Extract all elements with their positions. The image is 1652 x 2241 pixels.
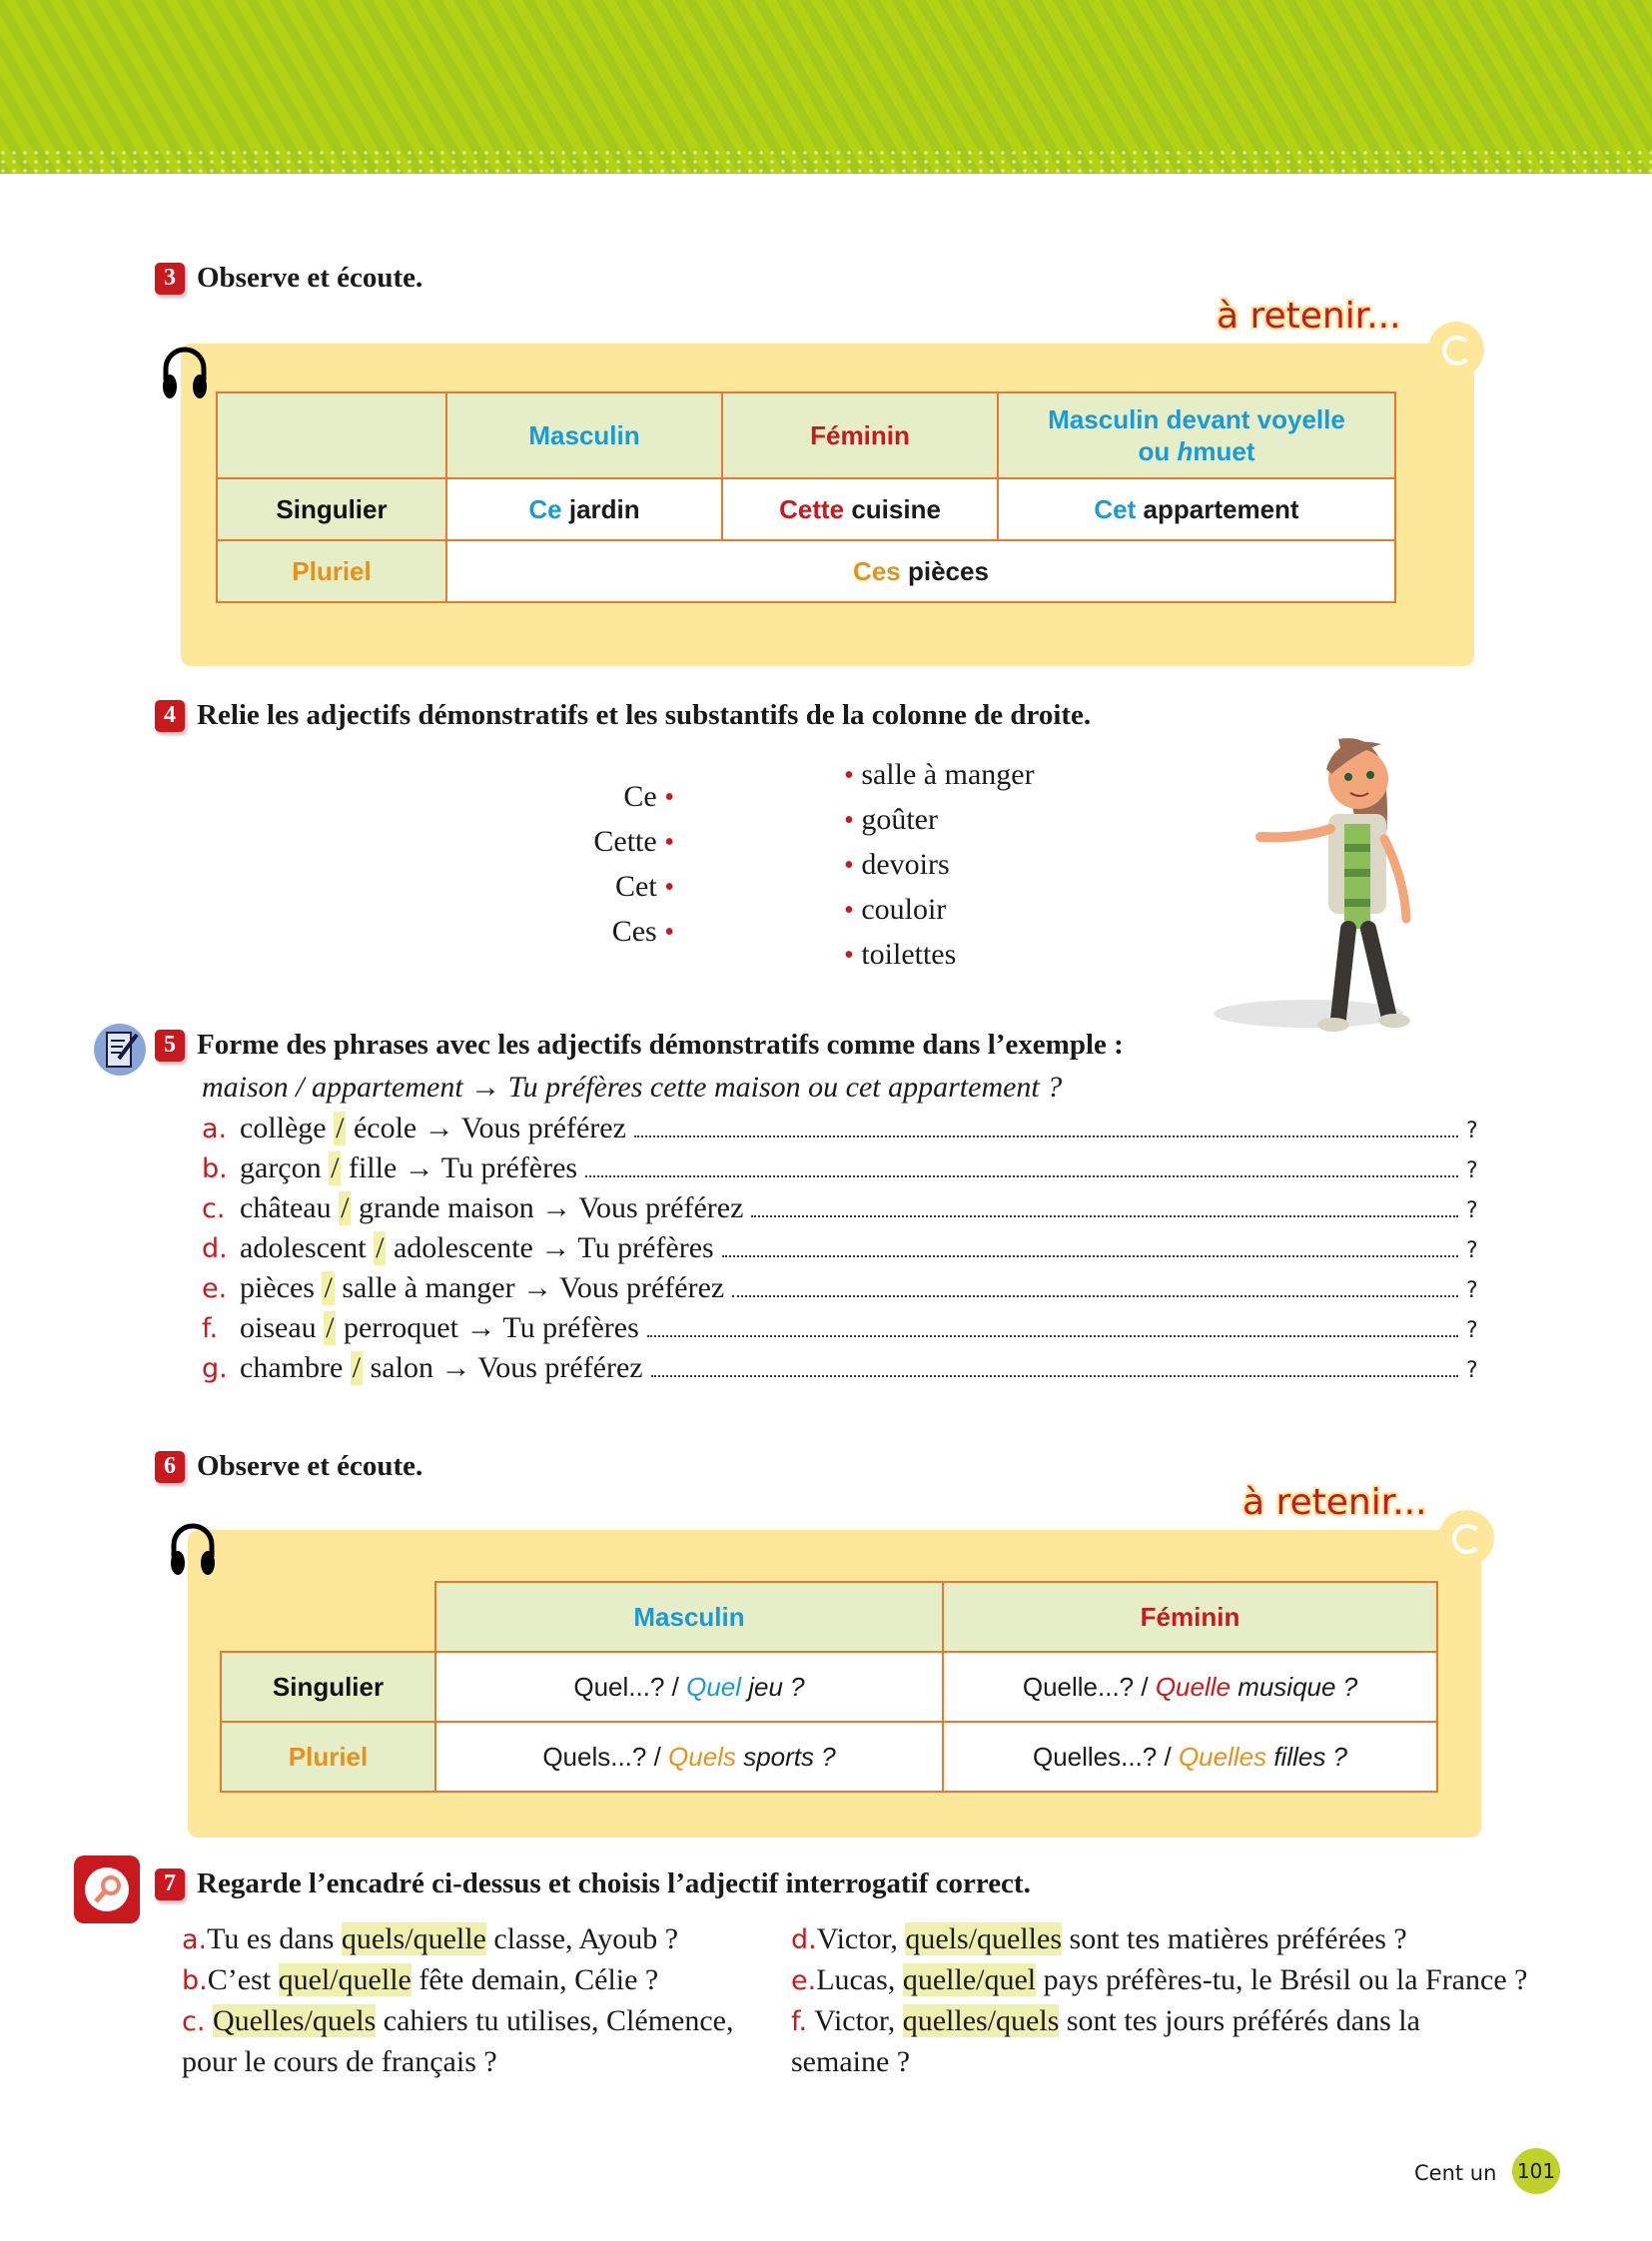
row-label-pluriel: Pluriel: [221, 1722, 435, 1792]
choice[interactable]: Quelles/quels: [212, 2004, 377, 2037]
ex7-item-d: [791, 1919, 1570, 1960]
match-left-item[interactable]: [539, 775, 674, 820]
ex5-item-c: [202, 1191, 1480, 1231]
ex7-item-e: [791, 1960, 1570, 2001]
cont: pour le cours de français ?: [182, 2045, 497, 2078]
question-mark: ?: [1466, 1358, 1478, 1383]
left-word: Cet: [615, 870, 657, 903]
ex5-items: [202, 1084, 1480, 1391]
slash: /: [352, 1351, 362, 1384]
item-letter: g.: [202, 1353, 228, 1384]
ex4-title: Relie les adjectifs démonstratifs et les substantifs de la colonne de droite.: [197, 699, 1092, 731]
ex6-title: Observe et écoute.: [197, 1450, 423, 1482]
headphones-icon: [160, 345, 210, 400]
bullet-dot: •: [844, 895, 854, 926]
word-2: fille: [348, 1151, 398, 1184]
ex4-right-column: [844, 753, 1035, 978]
girl-illustration: [1199, 729, 1438, 1059]
slash: /: [326, 1311, 335, 1344]
answer-blank[interactable]: [651, 1374, 1458, 1377]
item-letter: c.: [182, 2006, 206, 2037]
writing-icon: [93, 1023, 148, 1078]
prompt: → Vous préférez: [423, 1112, 626, 1144]
noun: jardin: [568, 493, 640, 524]
word-1: garçon: [240, 1151, 322, 1184]
pre: [205, 2004, 213, 2037]
pre: Victor,: [807, 2004, 903, 2037]
right-word: goûter: [861, 803, 938, 836]
ex4-heading: [155, 699, 1091, 732]
swirl-icon: [1428, 322, 1484, 377]
col-header-feminin: Féminin: [722, 392, 998, 478]
base: Quel...? /: [573, 1671, 687, 1702]
answer-blank[interactable]: [751, 1214, 1458, 1217]
bullet-dot: •: [664, 917, 674, 948]
prompt: → Tu préfères: [540, 1231, 714, 1264]
ex3-retenir-label: à retenir...: [1217, 296, 1401, 337]
ex3-heading: [155, 262, 422, 295]
banner-edge: [0, 150, 1652, 174]
question-mark: ?: [1466, 1318, 1478, 1343]
choice[interactable]: quelle/quel: [902, 1963, 1037, 1996]
post: pays préfères-tu, le Brésil ou la France ?: [1036, 1963, 1528, 1996]
ex3-badge: 3: [155, 263, 185, 295]
ex5-item-a: [202, 1112, 1480, 1151]
slash: /: [324, 1271, 333, 1304]
match-right-item[interactable]: [844, 888, 1035, 933]
bullet-dot: •: [844, 850, 854, 881]
header-banner: [0, 0, 1652, 174]
match-right-item[interactable]: [844, 753, 1035, 798]
question-mark: ?: [1466, 1119, 1478, 1143]
prompt: → Vous préférez: [440, 1351, 643, 1384]
question-mark: ?: [1466, 1158, 1478, 1183]
prompt: → Tu préfères: [404, 1151, 578, 1184]
answer-blank[interactable]: [634, 1134, 1458, 1137]
ex7-title: Regarde l’encadré ci-dessus et choisis l’adjectif interrogatif correct.: [197, 1868, 1031, 1899]
ex5-title: Forme des phrases avec les adjectifs démonstratifs comme dans l’exemple :: [197, 1029, 1124, 1061]
choice[interactable]: quelles/quels: [902, 2004, 1060, 2037]
base: Quelle...? /: [1022, 1671, 1156, 1702]
adj: Quels: [668, 1741, 736, 1772]
slash: /: [331, 1151, 340, 1184]
match-right-item[interactable]: [844, 933, 1035, 978]
adj: Quelle: [1155, 1671, 1231, 1702]
page-number: 101: [1512, 2148, 1560, 2194]
cell-ces-pieces: [446, 540, 1395, 602]
match-left-item[interactable]: [539, 820, 674, 865]
ex7-item-c: [182, 2001, 781, 2082]
item-letter: e.: [202, 1273, 228, 1304]
match-left-item[interactable]: [539, 865, 674, 910]
bullet-dot: •: [664, 872, 674, 903]
bullet-dot: •: [844, 940, 854, 971]
question-mark: ?: [1466, 1238, 1478, 1263]
cell-quelle: [943, 1652, 1437, 1722]
word-2: école: [353, 1112, 417, 1144]
interrogatives-table: [220, 1581, 1438, 1793]
ex5-item-g: [202, 1351, 1480, 1391]
right-word: couloir: [861, 893, 947, 926]
post: sont tes matières préférées ?: [1062, 1922, 1407, 1955]
ex5-item-d: [202, 1231, 1480, 1271]
prompt: → Tu préfères: [465, 1311, 639, 1344]
answer-blank[interactable]: [647, 1334, 1458, 1337]
bullet-dot: •: [844, 760, 854, 791]
cell-quel: [435, 1652, 943, 1722]
adj: Cet: [1094, 493, 1137, 524]
noun: sports ?: [735, 1741, 836, 1772]
table-corner: [217, 392, 446, 478]
word-1: adolescent: [240, 1231, 367, 1264]
answer-blank[interactable]: [722, 1254, 1458, 1257]
col-header-muet: muet: [1193, 436, 1255, 466]
right-word: toilettes: [861, 938, 957, 971]
ex5-item-e: [202, 1271, 1480, 1311]
pre: Lucas,: [816, 1963, 903, 1996]
cell-quels: [435, 1722, 943, 1792]
right-word: salle à manger: [861, 758, 1035, 791]
ex6-badge: 6: [155, 1451, 185, 1483]
left-word: Cette: [593, 825, 657, 858]
item-letter: e.: [791, 1965, 817, 1996]
bullet-dot: •: [844, 805, 854, 836]
table-row-singulier: [221, 1652, 1437, 1722]
cell-cet-appartement: [998, 478, 1395, 540]
ex5-item-f: [202, 1311, 1480, 1351]
answer-blank[interactable]: [732, 1294, 1458, 1297]
ex5-badge: 5: [155, 1030, 185, 1062]
match-right-item[interactable]: [844, 798, 1035, 843]
ex6-retenir-label: à retenir...: [1242, 1482, 1427, 1523]
swirl-icon: [1438, 1510, 1494, 1566]
item-letter: a.: [202, 1114, 228, 1144]
page-label: Cent un: [1414, 2161, 1497, 2185]
post: classe, Ayoub ?: [485, 1922, 679, 1955]
slash: /: [336, 1112, 345, 1144]
ex7-item-b: [182, 1960, 781, 2001]
word-1: chambre: [240, 1351, 344, 1384]
question-mark: ?: [1466, 1198, 1478, 1223]
col-header-ou: ou: [1138, 436, 1171, 466]
item-letter: f.: [202, 1313, 219, 1344]
word-1: oiseau: [240, 1311, 317, 1344]
col-header-masc-voyelle: [998, 392, 1395, 478]
noun: jeu ?: [741, 1671, 805, 1702]
cell-quelles: [943, 1722, 1437, 1792]
bullet-dot: •: [664, 782, 674, 813]
ex7-left-column: [182, 1919, 781, 2082]
magnifier-icon: [74, 1856, 140, 1923]
prompt: → Vous préférez: [522, 1271, 725, 1304]
adj: Cette: [779, 493, 845, 524]
post: sont tes jours préférés dans la: [1059, 2004, 1420, 2037]
post: fête demain, Célie ?: [411, 1963, 659, 1996]
ex7-right-column: [791, 1919, 1570, 2082]
base: Quels...? /: [542, 1741, 669, 1772]
ex5-example: maison / appartement → Tu préfères cette maison ou cet appartement ?: [202, 1071, 1063, 1104]
word-1: collège: [240, 1112, 327, 1144]
col-header-masculin: Masculin: [446, 392, 722, 478]
ex7-item-f: [791, 2001, 1570, 2082]
col-header-feminin: Féminin: [943, 1582, 1437, 1652]
answer-blank[interactable]: [585, 1174, 1458, 1177]
noun: cuisine: [851, 493, 941, 524]
word-2: salle à manger: [342, 1271, 515, 1304]
word-2: perroquet: [343, 1311, 458, 1344]
pre: Tu es dans: [207, 1922, 342, 1955]
word-2: grande maison: [358, 1191, 534, 1224]
adj: Ce: [528, 493, 562, 524]
match-right-item[interactable]: [844, 843, 1035, 888]
adj: Quel: [686, 1671, 742, 1702]
post: cahiers tu utilises, Clémence,: [376, 2004, 734, 2037]
choice[interactable]: quels/quelle: [341, 1922, 486, 1955]
cell-cette-cuisine: [722, 478, 998, 540]
left-word: Ces: [611, 915, 657, 948]
base: Quelles...? /: [1032, 1741, 1179, 1772]
slash: /: [341, 1191, 350, 1224]
choice[interactable]: quels/quelles: [905, 1922, 1063, 1955]
match-left-item[interactable]: [539, 910, 674, 955]
word-1: château: [240, 1191, 332, 1224]
col-header-h: h: [1177, 436, 1194, 466]
ex4-badge: 4: [155, 700, 185, 732]
noun: appartement: [1143, 493, 1299, 524]
ex7-heading: [155, 1868, 1031, 1900]
item-letter: b.: [182, 1965, 208, 1996]
item-letter: a.: [182, 1924, 208, 1955]
col-header-masculin: Masculin: [435, 1582, 943, 1652]
ex3-title: Observe et écoute.: [197, 262, 423, 294]
headphones-icon: [168, 1521, 218, 1577]
ex5-heading: [155, 1029, 1124, 1062]
ex5-item-b: [202, 1151, 1480, 1191]
item-letter: c.: [202, 1193, 226, 1224]
cell-ce-jardin: [446, 478, 722, 540]
word-1: pièces: [240, 1271, 315, 1304]
row-label-pluriel: Pluriel: [217, 540, 446, 602]
question-mark: ?: [1466, 1278, 1478, 1303]
col-header-text: Masculin devant voyelle: [1048, 404, 1345, 434]
table-corner: [221, 1582, 435, 1652]
row-label-singulier: Singulier: [217, 478, 446, 540]
item-letter: f.: [791, 2006, 808, 2037]
ex7-badge: 7: [155, 1868, 185, 1900]
ex4-left-column: [539, 775, 674, 955]
left-word: Ce: [623, 780, 657, 813]
table-row-pluriel: [217, 540, 1395, 602]
cont: semaine ?: [791, 2045, 911, 2078]
pre: Victor,: [816, 1922, 906, 1955]
slash: /: [376, 1231, 385, 1264]
ex7-item-a: [182, 1919, 781, 1960]
adj: Quelles: [1178, 1741, 1267, 1772]
item-letter: b.: [202, 1153, 228, 1184]
adj: Ces: [853, 555, 901, 586]
pre: C’est: [207, 1963, 279, 1996]
word-2: adolescente: [393, 1231, 533, 1264]
noun: musique ?: [1230, 1671, 1358, 1702]
word-2: salon: [370, 1351, 433, 1384]
item-letter: d.: [202, 1233, 228, 1264]
right-word: devoirs: [861, 848, 950, 881]
noun: pièces: [907, 555, 989, 586]
demonstratives-table: [216, 391, 1396, 603]
row-label-singulier: Singulier: [221, 1652, 435, 1722]
choice[interactable]: quel/quelle: [278, 1963, 412, 1996]
bullet-dot: •: [664, 827, 674, 858]
ex6-heading: [155, 1450, 422, 1483]
table-row-singulier: [217, 478, 1395, 540]
item-letter: d.: [791, 1924, 817, 1955]
noun: filles ?: [1266, 1741, 1348, 1772]
prompt: → Vous préférez: [541, 1191, 744, 1224]
table-row-pluriel: [221, 1722, 1437, 1792]
